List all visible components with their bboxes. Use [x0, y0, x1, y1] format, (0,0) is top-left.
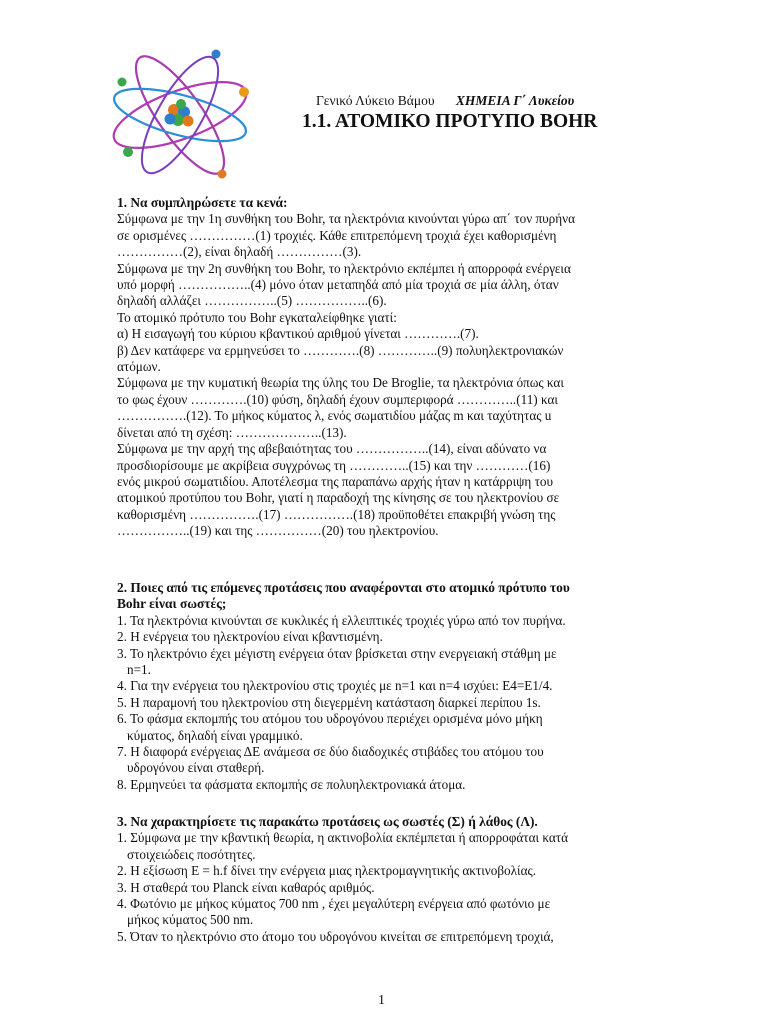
list-item: 6. Το φάσμα εκπομπής του ατόμου του υδρογόνου περιέχει ορισμένα μόνο μήκη: [117, 711, 543, 727]
page-title: 1.1. ΑΤΟΜΙΚΟ ΠΡΟΤΥΠΟ BOHR: [302, 111, 598, 132]
section-1-line: …………….(12). Το μήκος κύματος λ, ενός σωματιδίου μάζας m και ταχύτητας u: [117, 408, 552, 424]
list-item: 1. Τα ηλεκτρόνια κινούνται σε κυκλικές ή ελλειπτικές τροχιές γύρω από τον πυρήνα.: [117, 612, 566, 628]
list-item: 7. Η διαφορά ενέργειας ΔΕ ανάμεσα σε δύο διαδοχικές στιβάδες του ατόμου του: [117, 744, 544, 760]
section-1-line: β) Δεν κατάφερε να ερμηνεύσει το ………….(8) …………..(9) πολυηλεκτρονιακών: [117, 342, 564, 358]
list-item: 8. Ερμηνεύει τα φάσματα εκπομπής σε πολυηλεκτρονιακά άτομα.: [117, 776, 466, 792]
list-item: υδρογόνου είναι σταθερή.: [127, 760, 265, 776]
section-1-line: δίνεται από τη σχέση: ………………..(13).: [117, 424, 347, 440]
section-1-line: Το ατομικό πρότυπο του Bohr εγκαταλείφθηκε γιατί:: [117, 309, 397, 325]
list-item: 5. Όταν το ηλεκτρόνιο στο άτομο του υδρογόνου κινείται σε επιτρεπόμενη τροχιά,: [117, 928, 554, 944]
list-item: 4. Για την ενέργεια του ηλεκτρονίου στις τροχιές με n=1 και n=4 ισχύει: E4=E1/4.: [117, 678, 553, 694]
section-1-line: το φως έχουν ………….(10) φύση, δηλαδή έχουν συμπεριφορά …………..(11) και: [117, 391, 558, 407]
section-3-heading: 3. Να χαρακτηρίσετε τις παρακάτω προτάσεις ως σωστές (Σ) ή λάθος (Λ).: [117, 814, 538, 829]
section-1-line: υπό μορφή ……………..(4) μόνο όταν μεταπηδά από μία τροχιά σε μία άλλη, όταν: [117, 277, 559, 293]
section-1-line: ενός μικρού σωματιδίου. Αποτέλεσμα της παραπάνω αρχής ήταν η κατάρριψη του: [117, 473, 553, 489]
section-3: [117, 814, 647, 945]
section-1-line: Σύμφωνα με την αρχή της αβεβαιότητας του ……………..(14), είναι αδύνατο να: [117, 441, 547, 457]
section-1-heading: 1. Να συμπληρώσετε τα κενά:: [117, 195, 288, 210]
atom-logo-icon: [104, 42, 256, 188]
list-item: 1. Σύμφωνα με την κβαντική θεωρία, η ακτινοβολία εκπέμπεται ή απορροφάται κατά: [117, 830, 568, 846]
section-1-line: προσδιορίσουμε με ακρίβεια συγχρόνως τη …………..(15) και την …………(16): [117, 457, 551, 473]
list-item: μήκος κύματος 500 nm.: [127, 912, 254, 928]
list-item: 4. Φωτόνιο με μήκος κύματος 700 nm , έχει μεγαλύτερη ενέργεια από φωτόνιο με: [117, 896, 551, 912]
section-1-line: καθορισμένη …………….(17) …………….(18) προϋποθέτει επακριβή γνώση της: [117, 506, 556, 522]
list-item: 3. Η σταθερά του Planck είναι καθαρός αριθμός.: [117, 879, 375, 895]
section-2-list: [117, 613, 647, 793]
list-item: 2. Η εξίσωση E = h.f δίνει την ενέργεια μιας ηλεκτρομαγνητικής ακτινοβολίας.: [117, 863, 537, 879]
list-item: 2. Η ενέργεια του ηλεκτρονίου είναι κβαντισμένη.: [117, 629, 383, 645]
list-item: n=1.: [127, 662, 151, 678]
school-name: Γενικό Λύκειο Βάμου: [316, 93, 435, 108]
section-1-line: σε ορισμένες ……………(1) τροχιές. Κάθε επιτρεπόμενη τροχιά έχει καθορισμένη: [117, 227, 557, 243]
list-item: 3. Το ηλεκτρόνιο έχει μέγιστη ενέργεια όταν βρίσκεται στην ενεργειακή στάθμη με: [117, 645, 557, 661]
subject-name: ΧΗΜΕΙΑ Γ΄ Λυκείου: [455, 93, 575, 108]
section-1-line: ατόμων.: [117, 359, 161, 375]
section-2-heading-cont: Bohr είναι σωστές;: [117, 596, 227, 612]
section-1-line: Σύμφωνα με την κυματική θεωρία της ύλης του De Broglie, τα ηλεκτρόνια όπως και: [117, 375, 564, 391]
list-item: 5. Η παραμονή του ηλεκτρονίου στη διεγερμένη κατάσταση διαρκεί περίπου 1s.: [117, 694, 541, 710]
section-1-line: α) Η εισαγωγή του κύριου κβαντικού αριθμού γίνεται ………….(7).: [117, 326, 479, 342]
list-item: κύματος, δηλαδή είναι γραμμικό.: [127, 727, 303, 743]
page-number: 1: [378, 993, 385, 1008]
section-1-line: ……………..(19) και της ……………(20) του ηλεκτρονίου.: [117, 523, 439, 539]
section-1: [117, 195, 647, 540]
section-2-heading: 2. Ποιες από τις επόμενες προτάσεις που αναφέρονται στο ατομικό πρότυπο του: [117, 580, 570, 595]
section-1-line: Σύμφωνα με την 1η συνθήκη του Bohr, τα ηλεκτρόνια κινούνται γύρω απ΄ τον πυρήνα: [117, 211, 576, 227]
section-1-line: ……………(2), είναι δηλαδή ……………(3).: [117, 244, 362, 260]
section-3-list: [117, 830, 647, 945]
list-item: στοιχειώδεις ποσότητες.: [127, 846, 256, 862]
section-1-line: Σύμφωνα με την 2η συνθήκη του Bohr, το ηλεκτρόνιο εκπέμπει ή απορροφά ενέργεια: [117, 260, 571, 276]
section-2: [117, 580, 647, 793]
section-1-line: δηλαδή αλλάζει ……………..(5) ……………..(6).: [117, 293, 387, 309]
header-school-line: [316, 93, 574, 109]
section-1-line: ατομικού προτύπου του Bohr, γιατί η παραδοχή της κίνησης σε του ηλεκτρονίου σε: [117, 490, 560, 506]
